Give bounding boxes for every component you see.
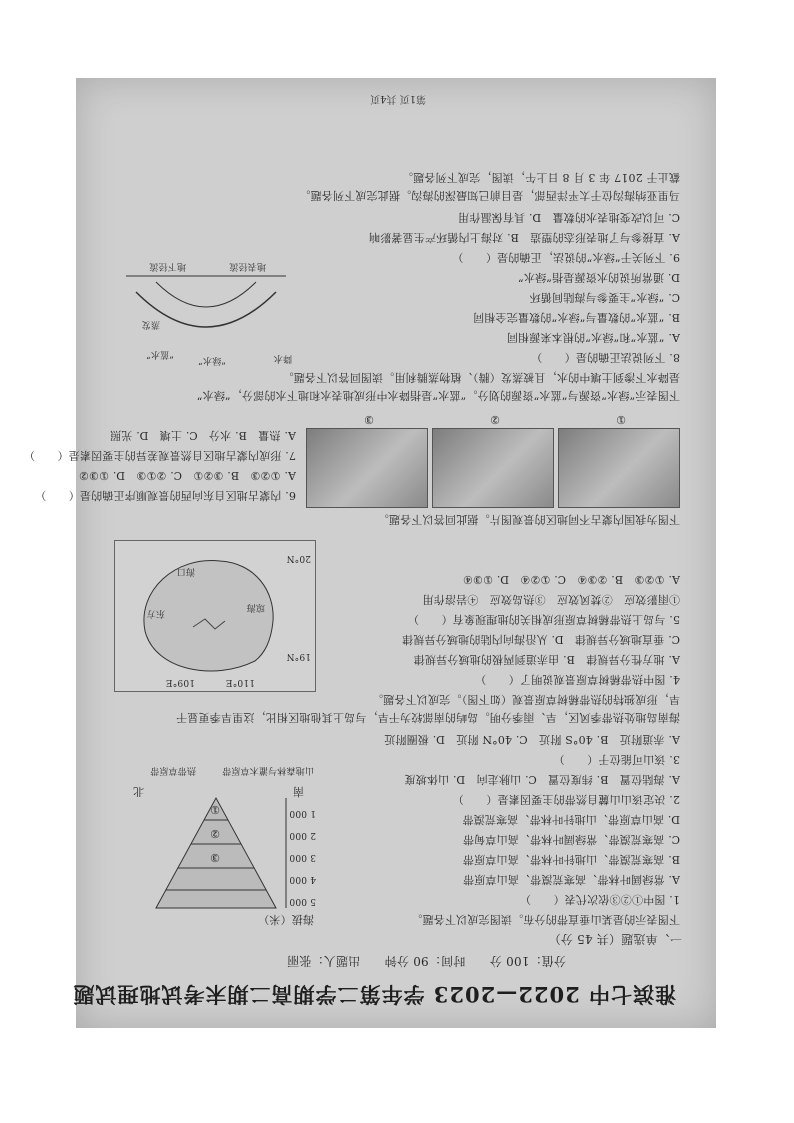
longitude-label: 109°E xyxy=(165,677,195,687)
question-line: D. 通常所说的水资源是指“绿水” xyxy=(517,271,680,284)
longitude-label: 110°E xyxy=(225,677,255,687)
question-line: B. “蓝水”的数量与“绿水”的数量完全相同 xyxy=(473,311,680,324)
question-line: C. “绿水”主要参与海陆间循环 xyxy=(529,291,680,304)
zone-label: ③ xyxy=(209,851,220,864)
water-cycle-figure xyxy=(116,262,296,372)
question-line: B. 高寒荒漠带、山地针叶林带、高山草原带 xyxy=(462,853,680,866)
water-cycle-label: 蒸发 xyxy=(141,319,160,329)
zone-label: ① xyxy=(209,803,220,816)
place-label: 海口 xyxy=(176,566,195,576)
water-cycle-label: 地下径流 xyxy=(149,261,186,271)
question-line: D. 高山草原带、山地针叶林带、高寒荒漠带 xyxy=(462,813,680,826)
side-label: 南 xyxy=(292,785,304,798)
question-line: 4. 图中热带稀树草原景观说明了（ ） xyxy=(475,673,680,686)
question-line: A. “蓝水”和“绿水”的根本来源相同 xyxy=(506,331,680,344)
photographed-exam-sheet xyxy=(23,78,716,1028)
water-cycle-label: “蓝水” xyxy=(145,349,174,359)
question-line: 下图表示“绿水”资源与“蓝水”资源的划分。“蓝水”是指降水中形成地表水和地下水的部分，“绿水” xyxy=(196,389,680,402)
question-line: 2. 决定该山山麓自然带的主要因素是（ ） xyxy=(452,793,680,806)
zone-label: ② xyxy=(209,827,220,840)
question-line: 6. 内蒙古地区自东向西的景观顺序正确的是（ ） xyxy=(35,489,296,502)
question-line: 9. 下列关于“绿水”的说法，正确的是（ ） xyxy=(452,251,680,264)
altitude-tick: 2 000 xyxy=(289,830,316,840)
mountain-zone-figure xyxy=(116,783,316,928)
question-line: A. 地方性分异规律 B. 由赤道到两极的地域分异规律 xyxy=(413,653,680,666)
question-line: C. 垂直地域分异规律 D. 从沿海向内陆的地域分异规律 xyxy=(401,633,680,646)
landscape-photo-2 xyxy=(432,428,554,508)
upside-down-paper xyxy=(23,78,716,1028)
question-line: A. ①②③ B. ②③④ C. ①②④ D. ①③④ xyxy=(462,573,680,586)
landscape-photo-1 xyxy=(558,428,680,508)
altitude-tick: 1 000 xyxy=(289,808,316,818)
header-info: 分值：100 分 时间：90 分钟 出题人：张丽 xyxy=(286,954,566,968)
question-line: 是降水下渗到土壤中的水，且被蒸发（腾）、植物蒸腾利用。读图回答以下各题。 xyxy=(282,371,680,384)
photo-label: ② xyxy=(489,413,500,426)
question-line: 旱，形成独特的热带稀树草原景观（如下图）。完成以下各题。 xyxy=(371,693,680,706)
page-footer: 第1页 共4页 xyxy=(370,93,426,104)
altitude-tick: 5 000 xyxy=(289,896,316,906)
question-line: 下图为我国内蒙古不同地区的景观图片。据此回答以下各题。 xyxy=(377,513,680,526)
altitude-tick: 3 000 xyxy=(289,852,316,862)
place-label: 琼海 xyxy=(246,602,265,612)
question-line: A. 赤道附近 B. 40°S 附近 C. 40°N 附近 D. 极圈附近 xyxy=(384,733,680,746)
question-line: 马里亚纳海沟位于太平洋西部，是目前已知最深的海沟。据此完成下列各题。 xyxy=(299,189,680,202)
question-line: A. 热量 B. 水分 C. 土壤 D. 光照 xyxy=(109,429,296,442)
altitude-axis-label: 海拔（米） xyxy=(258,913,314,926)
question-line: 5. 与岛上热带稀树草原形成相关的地理现象有（ ） xyxy=(407,613,680,626)
question-line: 截止于 2017 年 3 月 8 日上午，读图，完成下列各题。 xyxy=(401,171,680,184)
question-line: 8. 下列说法正确的是（ ） xyxy=(531,351,680,364)
water-cycle-label: 降水 xyxy=(273,353,292,363)
question-line: C. 高寒荒漠带、常绿阔叶林带、高山草甸带 xyxy=(462,833,680,846)
question-line: C. 可以改变地表水的数量 D. 具有保温作用 xyxy=(457,211,680,224)
place-label: 东方 xyxy=(146,608,165,618)
altitude-tick: 4 000 xyxy=(289,874,316,884)
question-line: ①雨影效应 ②焚风效应 ③热岛效应 ④岩溶作用 xyxy=(422,593,680,606)
latitude-label: 19°N xyxy=(286,651,311,661)
exam-title: 淮滨七中 2022—2023 学年第二学期高二期末考试地理试题 xyxy=(72,982,676,1007)
question-line: 下图表示的是某山垂直带的分布。读图完成以下各题。 xyxy=(411,913,680,926)
question-line: A. ①②③ B. ③②① C. ②①③ D. ①③② xyxy=(78,469,296,482)
landscape-photo-3 xyxy=(306,428,428,508)
photo-label: ③ xyxy=(363,413,374,426)
question-line: A. 常绿阔叶林带、高寒荒漠带、高山草原带 xyxy=(462,873,680,886)
question-line: 1. 图中①②③依次代表（ ） xyxy=(519,893,680,906)
question-line: 7. 形成内蒙古地区自然景观差异的主要因素是（ ） xyxy=(23,449,296,462)
latitude-label: 20°N xyxy=(286,553,311,563)
figure-1-legend: 山地森林与灌木草原带 xyxy=(221,765,314,775)
photo-label: ① xyxy=(615,413,626,426)
side-label: 北 xyxy=(132,785,144,798)
question-line: 3. 该山可能位于（ ） xyxy=(553,753,680,766)
question-line: 海南岛地处热带季风区，旱、雨季分明。岛屿的南部较为干旱，与岛上其他地区相比，这里旱季更显干 xyxy=(176,711,680,724)
question-line: A. 海陆位置 B. 纬度位置 C. 山脉走向 D. 山体坡度 xyxy=(404,773,680,786)
hainan-map-figure xyxy=(114,540,316,692)
water-cycle-label: “绿水” xyxy=(197,355,226,365)
figure-1-legend: 热带草原带 xyxy=(149,765,196,775)
water-cycle-label: 地表径流 xyxy=(229,261,266,271)
section-heading: 一、单选题（共 45 分） xyxy=(548,932,682,946)
question-line: A. 直接参与了地表形态的塑造 B. 对海上内循环产生显著影响 xyxy=(368,231,680,244)
